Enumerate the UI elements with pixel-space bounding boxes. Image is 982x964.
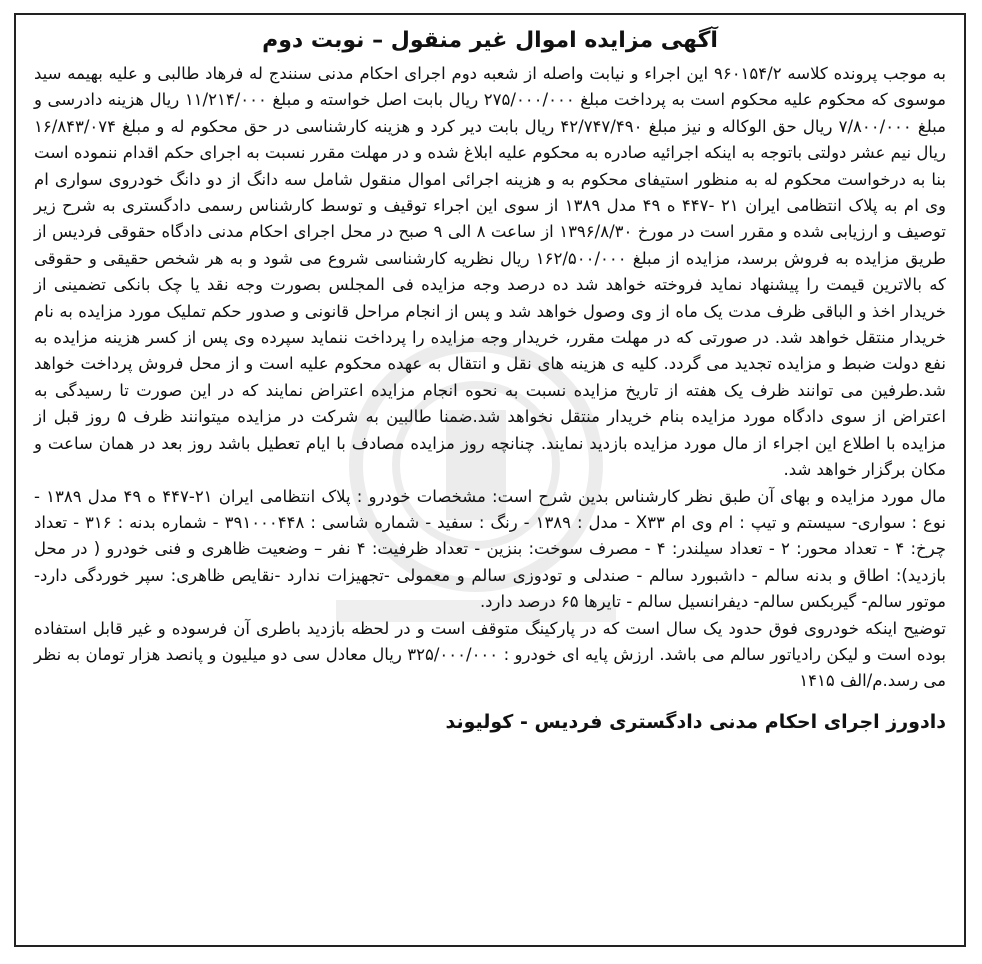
notice-body bbox=[34, 61, 946, 695]
notice-paragraph: توضیح اینکه خودروی فوق حدود یک سال است که در پارکینگ متوقف است و در لحظه بازدید باطری آن فرسوده و غیر قابل استفاده بوده است و لیکن رادیاتور سالم می باشد. ارزش پایه ای خودرو : ۳۲۵/۰۰۰/۰۰۰ ریال معادل سی دو میلیون و پانصد هزار تومان به نظر می رسد.م/الف ۱۴۱۵ bbox=[34, 618, 947, 691]
notice-frame bbox=[14, 13, 966, 947]
notice-paragraph: به موجب پرونده کلاسه ۹۶۰۱۵۴/۲ این اجراء و نیابت واصله از شعبه دوم اجرای احکام مدنی سنندج له فرهاد طالبی و علیه بهیمه سید موسوی که محکوم علیه محکوم است به پرداخت مبلغ ۲۷۵/۰۰۰/۰۰۰ ریال بابت اصل خواسته و مبلغ ۱۱/۲۱۴/۰۰۰ ریال هزینه دادرسی و مبلغ ۷/۸۰۰/۰۰۰ ریال حق الوکاله و نیز مبلغ ۴۲/۷۴۷/۴۹۰ ریال بابت دیر کرد و هزینه کارشناسی در حق محکوم له و مبلغ ۱۶/۸۴۳/۰۷۴ ریال نیم عشر دولتی باتوجه به اینکه اجرائیه صادره به محکوم علیه ابلاغ شده و در مهلت مقرر نسبت به اجرای حکم اقدام ننموده است بنا به درخواست محکوم له به منظور استیفای محکوم به و هزینه اجرائی اموال منقول شامل سه دانگ از دو دانگ خودروی سواری ام وی ام به پلاک انتظامی ایران ۲۱ -۴۴۷ ه ۴۹ مدل ۱۳۸۹ از سوی این اجراء توقیف و توسط کارشناس رسمی دادگستری به شرح زیر توصیف و ارزیابی شده و مقرر است در مورخ ۱۳۹۶/۸/۳۰ از ساعت ۸ الی ۹ صبح در محل اجرای احکام مدنی دادگاه حقوقی فردیس از طریق مزایده به فروش برسد، مزایده از مبلغ ۱۶۲/۵۰۰/۰۰۰ ریال نظریه کارشناسی شروع می شود و به هر شخص حقیقی و حقوقی که بالاترین قیمت را پیشنهاد نماید فروخته خواهد شد ده درصد وجه مزایده فی المجلس بصورت وجه نقد یا چک بانکی تضمینی از خریدار اخذ و الباقی ظرف مدت یک ماه از وی وصول خواهد شد و پس از انجام مراحل قانونی و صدور حکم تملیک مورد مزایده به نام خریدار منتقل خواهد شد. در صورتی که در مهلت مقرر، خریدار وجه مزایده را پرداخت ننماید سپرده وی پس از کسر هزینه مزایده به نفع دولت ضبط و مزایده تجدید می گردد. کلیه ی هزینه های نقل و انتقال به عهده محکوم علیه است و از محل فروش پرداخت خواهد شد.طرفین می توانند ظرف یک هفته از تاریخ مزایده نسبت به نحوه انجام مزایده اعتراض نمایند که در این صورت تا رسیدگی به اعتراض از سوی دادگاه مورد مزایده بنام خریدار منتقل نخواهد شد.ضمنا طالبین به شرکت در مزایده میتوانند ظرف ۵ روز قبل از مزایده با اطلاع این اجراء از مال مورد مزایده بازدید نمایند. چنانچه روز مزایده مصادف با ایام تعطیل باشد روز بعد در همان ساعت و مکان برگزار خواهد شد. bbox=[34, 64, 947, 480]
notice-content bbox=[16, 15, 964, 737]
notice-signature: دادورز اجرای احکام مدنی دادگستری فردیس - کولیوند bbox=[445, 710, 946, 733]
notice-paragraph: مال مورد مزایده و بهای آن طبق نظر کارشناس بدین شرح است: مشخصات خودرو : پلاک انتظامی ایران ۲۱-۴۴۷ ه ۴۹ مدل ۱۳۸۹ - نوع : سواری- سیستم و تیپ : ام وی ام X۳۳ - مدل : ۱۳۸۹ - رنگ : سفید - شماره شاسی : ۳۹۱۰۰۰۴۴۸ - شماره بدنه : ۳۱۶ - تعداد چرخ: ۴ - تعداد محور: ۲ - تعداد سیلندر: ۴ - مصرف سوخت: بنزین - تعداد ظرفیت: ۴ نفر – وضعیت ظاهری و فنی خودرو ( در محل بازدید): اطاق و بدنه سالم - داشبورد سالم - صندلی و تودوزی سالم و معمولی -تجهیزات ندارد -نقایص ظاهری: سپر خوردگی دارد- موتور سالم- گیربکس سالم- دیفرانسیل سالم - تایرها ۶۵ درصد دارد. bbox=[34, 486, 947, 612]
notice-title: آگهی مزایده اموال غیر منقول – نوبت دوم bbox=[262, 28, 718, 53]
